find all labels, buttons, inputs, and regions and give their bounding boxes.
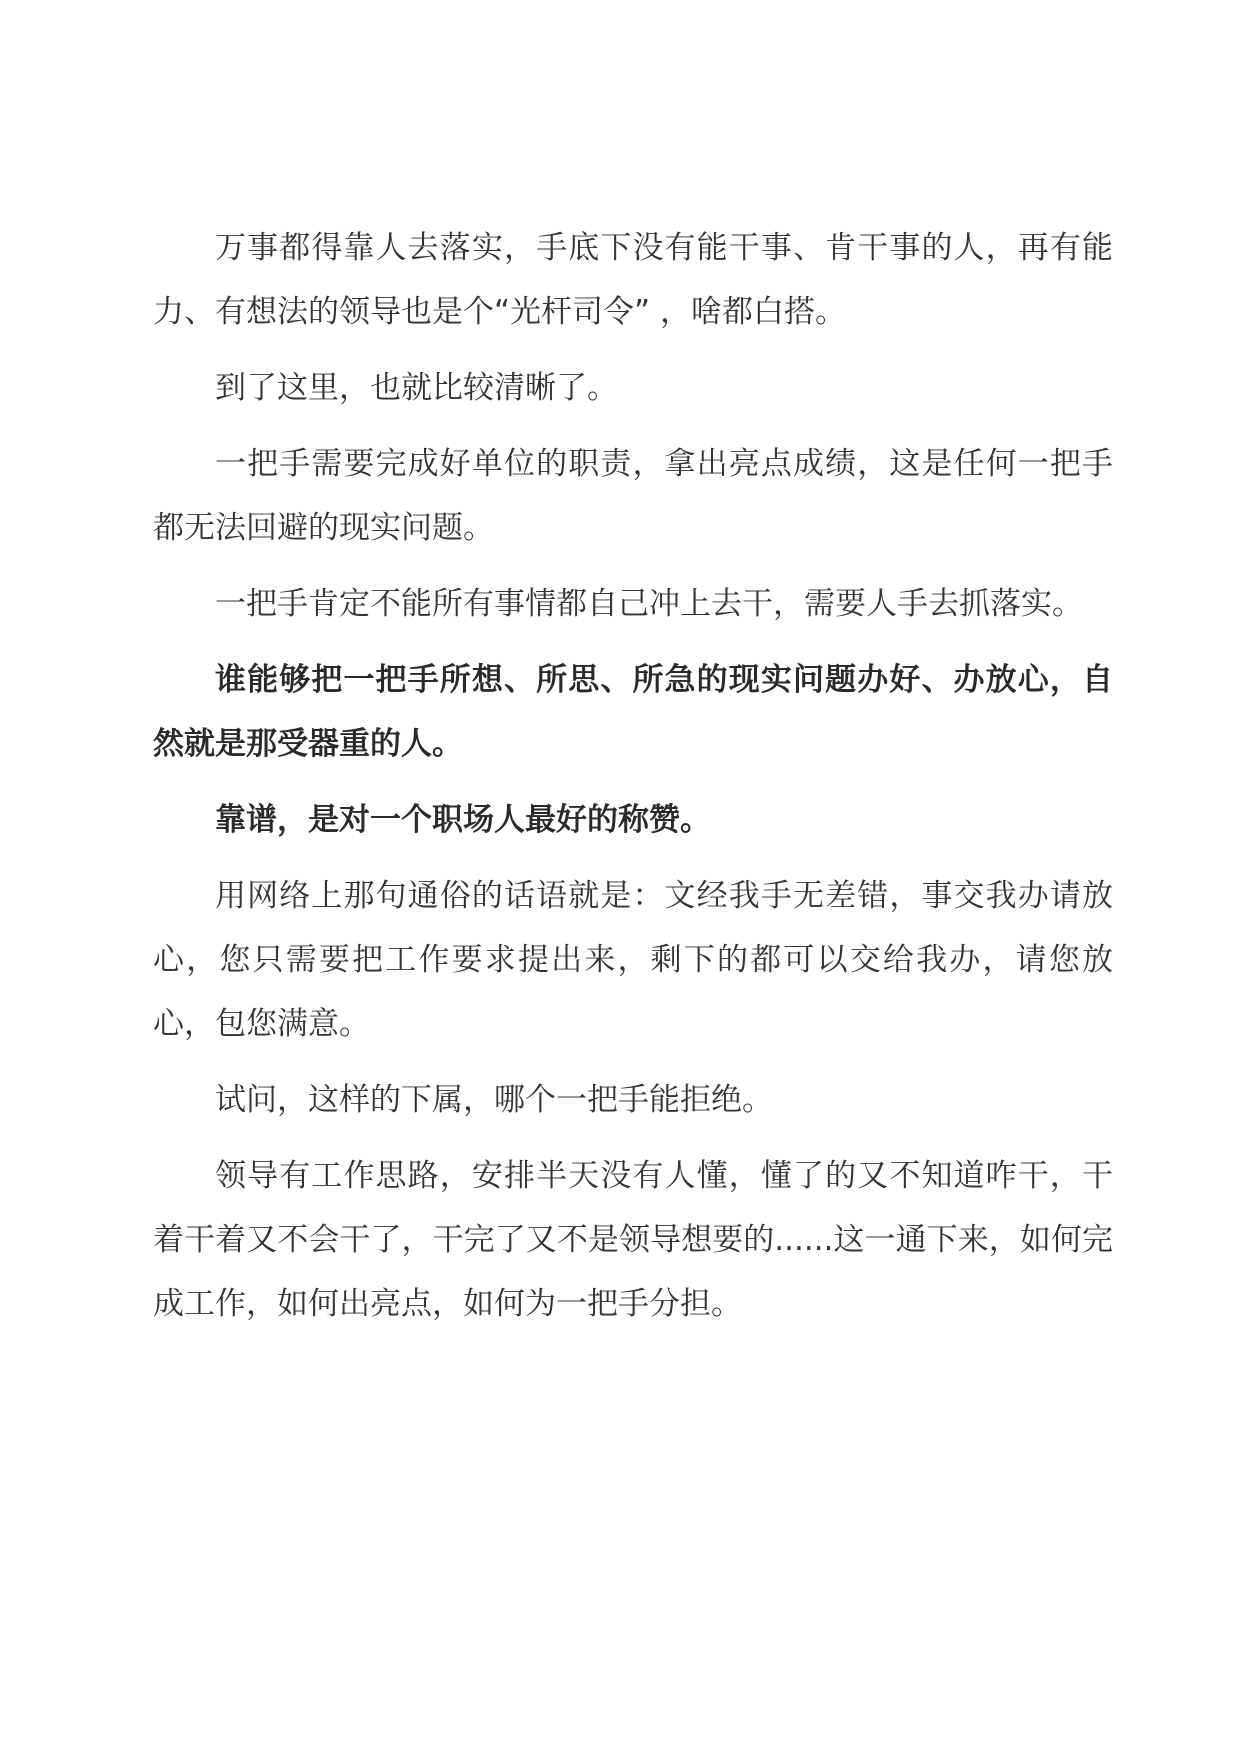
paragraph-1: 万事都得靠人去落实，手底下没有能干事、肯干事的人，再有能力、有想法的领导也是个“光杆司令” ，啥都白搭。 <box>153 230 1113 330</box>
paragraph-8: 试问，这样的下属，哪个一把手能拒绝。 <box>215 1082 773 1118</box>
paragraph-9: 领导有工作思路，安排半天没有人懂，懂了的又不知道咋干，干着干着又不会干了，干完了又不是领导想要的......这一通下来，如何完成工作，如何出亮点，如何为一把手分担。 <box>153 1158 1113 1322</box>
paragraph-5-bold: 谁能够把一把手所想、所思、所急的现实问题办好、办放心，自然就是那受器重的人。 <box>153 662 1113 762</box>
paragraph-6-bold: 靠谱，是对一个职场人最好的称赞。 <box>215 802 711 838</box>
paragraph-7: 用网络上那句通俗的话语就是：文经我手无差错，事交我办请放心，您只需要把工作要求提出来，剩下的都可以交给我办，请您放心，包您满意。 <box>153 878 1113 1042</box>
paragraph-3: 一把手需要完成好单位的职责，拿出亮点成绩，这是任何一把手都无法回避的现实问题。 <box>153 446 1113 546</box>
paragraph-4: 一把手肯定不能所有事情都自己冲上去干，需要人手去抓落实。 <box>215 586 1083 622</box>
paragraph-2: 到了这里，也就比较清晰了。 <box>215 370 618 406</box>
document-body <box>153 216 1113 1348</box>
